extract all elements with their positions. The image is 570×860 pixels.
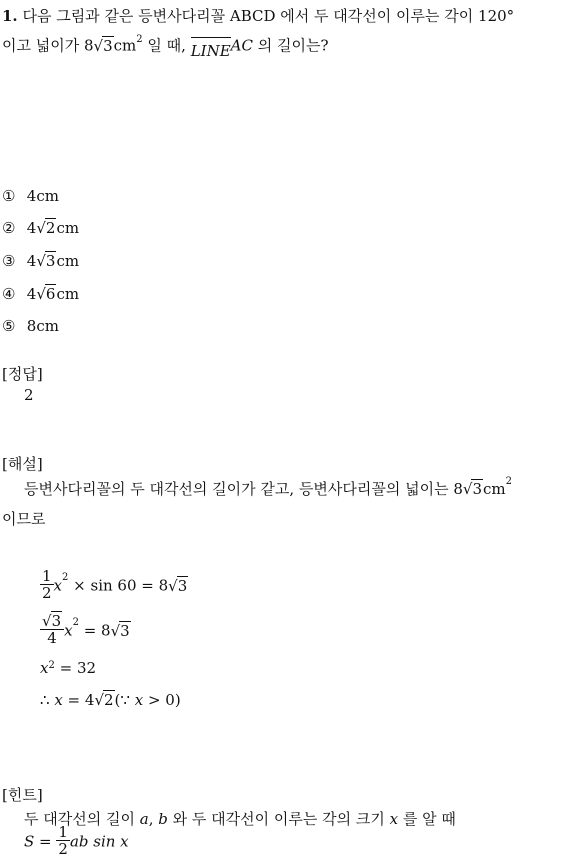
explanation-heading: [해설] [2, 455, 43, 473]
fraction: $\frac{1}{2}$ [58, 823, 68, 858]
question-line-1 [2, 4, 568, 29]
equation-1: $\frac{1}{2}$ $x^2 \times \sin 60 = 8√3$ [42, 567, 188, 602]
equation-4: ∴ x = 4√2(∵ x > 0) [40, 691, 181, 709]
fraction: $\frac{1}{2}$ [42, 567, 52, 602]
question-line-2: 이고 넓이가 $8√3cm^2$ 일 때, LINEAC 의 길이는? [2, 29, 568, 64]
choice-2[interactable]: ② 4√2cm [2, 219, 80, 237]
hint-line-1: 두 대각선의 길이 a, b 와 두 대각선이 이루는 각의 크기 x 를 알 때 [24, 810, 456, 828]
question-text-line-1: 다음 그림과 같은 등변사다리꼴 ABCD 에서 두 대각선이 이루는 각이 120° [22, 7, 515, 25]
line-label: LINE [191, 29, 231, 64]
hint-line-2: S = $\frac{1}{2}$ ab sin x [24, 823, 129, 858]
question-number: 1. [2, 7, 18, 25]
fraction: $\frac{√3}{4}$ [40, 613, 64, 646]
equation-2: $\frac{√3}{4}$ $x^2 = 8√3$ [42, 612, 130, 647]
answer-heading: [정답] [2, 365, 43, 383]
question-block [2, 4, 568, 64]
choice-3[interactable]: ③ 4√3cm [2, 252, 80, 270]
choice-1[interactable]: ① 4cm [2, 187, 59, 205]
sqrt: √3 [93, 36, 113, 55]
explanation-line-1: 등변사다리꼴의 두 대각선의 길이가 같고, 등변사다리꼴의 넓이는 $8√3cm^2$ [24, 476, 513, 498]
choice-5[interactable]: ⑤ 8cm [2, 317, 59, 335]
choice-4[interactable]: ④ 4√6cm [2, 285, 80, 303]
answer-value: 2 [24, 386, 34, 404]
hint-heading: [힌트] [2, 786, 43, 804]
explanation-line-2: 이므로 [2, 510, 46, 528]
equation-3: $x^2 = 32$ [40, 659, 97, 677]
